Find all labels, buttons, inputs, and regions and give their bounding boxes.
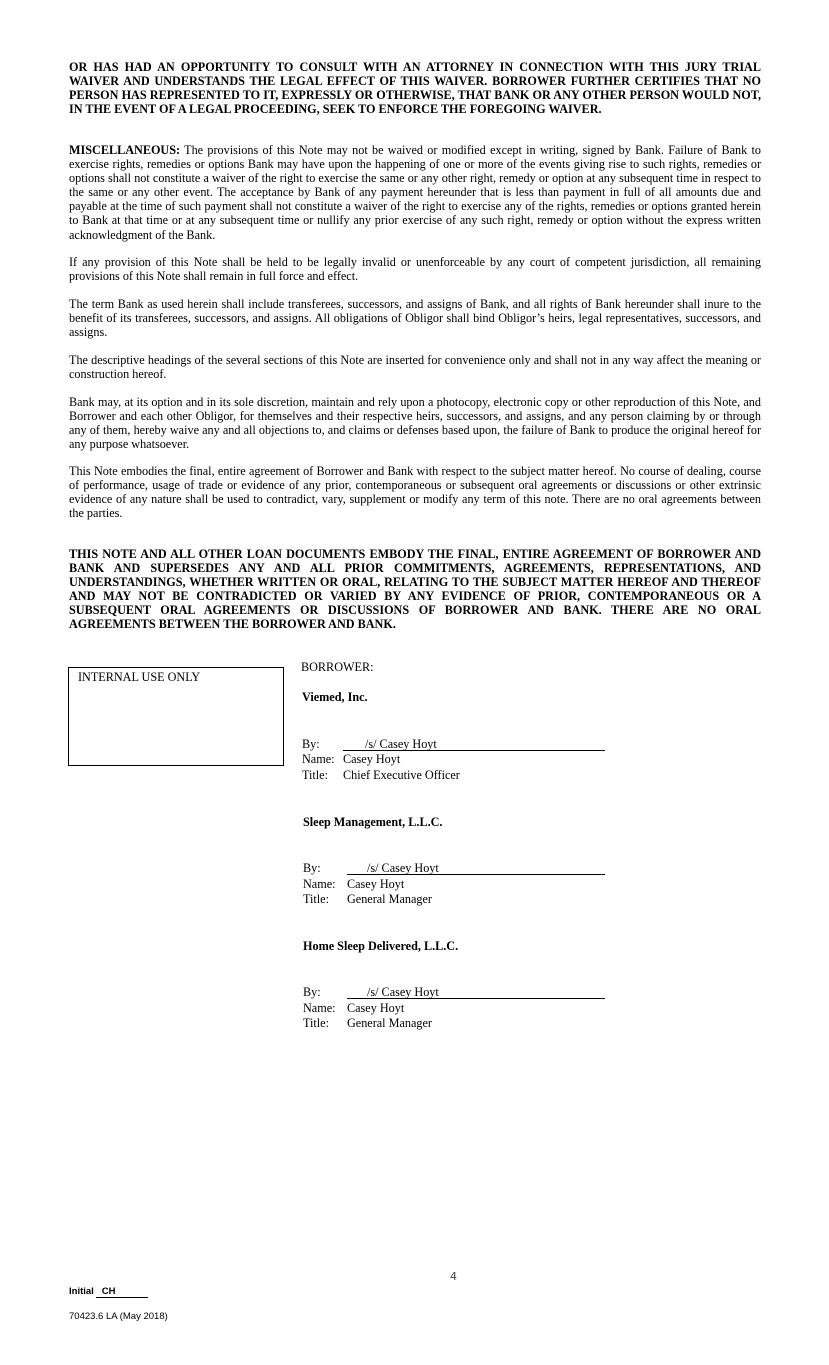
signer-company: Viemed, Inc. [302,690,368,704]
signer-title: General Manager [347,892,432,906]
form-id: 70423.6 LA (May 2018) [69,1311,168,1322]
signer-company: Home Sleep Delivered, L.L.C. [303,939,459,953]
name-label: Name: [303,877,336,891]
signer-name: Casey Hoyt [343,752,401,766]
severability-paragraph: If any provision of this Note shall be held to be legally invalid or unenforceable by any court of competent jurisdiction, all remaining provisions of this Note shall remain in full force and effect. [69,255,761,284]
name-label: Name: [303,1001,336,1015]
final-agreement-paragraph: THIS NOTE AND ALL OTHER LOAN DOCUMENTS EMBODY THE FINAL, ENTIRE AGREEMENT OF BORROWER AND BANK AND SUPERSEDES ANY AND ALL PRIOR COMMITMENTS, AGREEMENTS, REPRESENTATIONS, AND UNDERSTANDINGS, WHETHER WRITTEN OR ORAL, RELATING TO THE SUBJECT MATTER HEREOF AND THEREOF AND MAY NOT BE CONTRADICTED OR VARIED BY ANY EVIDENCE OF PRIOR, CONTEMPORANEOUS OR A SUBSEQUENT ORAL AGREEMENTS OR DISCUSSIONS OF BORROWER AND BANK. THERE ARE NO ORAL AGREEMENTS BETWEEN THE BORROWER AND BANK. [69,547,761,632]
signer-name: Casey Hoyt [347,877,405,891]
photocopy-paragraph: Bank may, at its option and in its sole discretion, maintain and rely upon a photocopy, electronic copy or other reproduction of this Note, and Borrower and each other Obligor, for themselves and their respective heirs, successors, and assigns, and any person claiming by or through any of them, hereby waive any and all objections to, and claims or defenses based upon, the failure of Bank to produce the original hereof for any purpose whatsoever. [69,395,761,452]
initial-text: CH [101,1286,116,1297]
page-number: 4 [450,1270,457,1283]
signer-name: Casey Hoyt [347,1001,405,1015]
name-label: Name: [302,752,335,766]
by-label: By: [302,737,320,751]
internal-use-box [68,667,284,766]
signature: /s/ Casey Hoyt [367,861,439,875]
title-label: Title: [302,768,328,782]
jury-waiver-paragraph: OR HAS HAD AN OPPORTUNITY TO CONSULT WITH AN ATTORNEY IN CONNECTION WITH THIS JURY TRIAL WAIVER AND UNDERSTANDS THE LEGAL EFFECT OF THIS WAIVER. BORROWER FURTHER CERTIFIES THAT NO PERSON HAS REPRESENTED TO IT, EXPRESSLY OR OTHERWISE, THAT BANK OR ANY OTHER PERSON WOULD NOT, IN THE EVENT OF A LEGAL PROCEEDING, SEEK TO ENFORCE THE FOREGOING WAIVER. [69,60,761,117]
headings-paragraph: The descriptive headings of the several sections of this Note are inserted for convenience only and shall not in any way affect the meaning or construction hereof. [69,353,761,382]
signer-title: General Manager [347,1016,432,1030]
borrower-heading: BORROWER: [301,660,374,674]
title-label: Title: [303,1016,329,1030]
by-label: By: [303,985,321,999]
signature: /s/ Casey Hoyt [365,737,437,751]
internal-use-label: INTERNAL USE ONLY [78,670,201,684]
initial-value [96,1286,148,1298]
title-label: Title: [303,892,329,906]
bank-term-paragraph: The term Bank as used herein shall include transferees, successors, and assigns of Bank, and all rights of Bank hereunder shall inure to the benefit of its transferees, successors, and assigns. All obligations of Obligor shall bind Obligor’s heirs, legal representatives, successors, and assigns. [69,297,761,340]
by-label: By: [303,861,321,875]
signature: /s/ Casey Hoyt [367,985,439,999]
miscellaneous-paragraph [69,143,761,242]
entire-agreement-paragraph: This Note embodies the final, entire agreement of Borrower and Bank with respect to the subject matter hereof. No course of dealing, course of performance, usage of trade or evidence of any prior, contemporaneous or subsequent oral agreements or discussions or other extrinsic evidence of any nature shall be used to contradict, vary, supplement or modify any term of this note. There are no oral agreements between the parties. [69,464,761,521]
miscellaneous-text: The provisions of this Note may not be waived or modified except in writing, signed by Bank. Failure of Bank to exercise rights, remedies or options Bank may have upon the happening of one or more of the events giving rise to such rights, remedies or options shall not constitute a waiver of the right to exercise the same or any other right, remedy or option at any subsequent time in respect to the same or any other event. The acceptance by Bank of any payment hereunder that is less than payment in full of all amounts due and payable at the time of such payment shall not constitute a waiver of the right to exercise any of the rights, remedies or options granted herein to Bank at that time or at any subsequent time or nullify any prior exercise of any such right, remedy or option without the express written acknowledgment of the Bank. [69,143,761,242]
miscellaneous-label: MISCELLANEOUS: [69,143,181,157]
signer-title: Chief Executive Officer [343,768,460,782]
initial-label: Initial [69,1286,94,1297]
initial-field [69,1286,148,1298]
signer-company: Sleep Management, L.L.C. [303,815,443,829]
